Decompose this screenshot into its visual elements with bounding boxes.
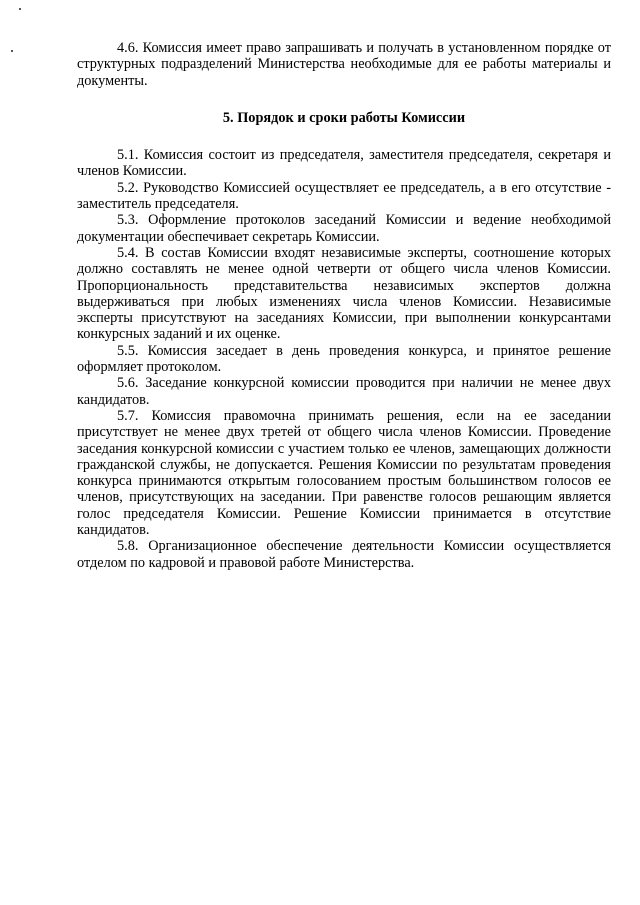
scan-dot-mark: [19, 8, 21, 10]
paragraph-5-2: 5.2. Руководство Комиссией осуществляет ее председатель, а в его отсутствие - заместитель председателя.: [77, 179, 611, 213]
paragraph-5-8: 5.8. Организационное обеспечение деятельности Комиссии осуществляется отделом по кадровой и правовой работе Министерства.: [77, 538, 611, 571]
document-body: [77, 40, 611, 571]
scan-dot-mark: [11, 50, 13, 52]
paragraph-5-5: 5.5. Комиссия заседает в день проведения конкурса, и принятое решение оформляет протоколом.: [77, 342, 611, 376]
paragraph-5-7: 5.7. Комиссия правомочна принимать решения, если на ее заседании присутствует не менее двух третей от общего числа членов Комиссии. Проведение заседания конкурсной комиссии с участием только ее членов, замещающих должности гражданской службы, не допускается. Решения Комиссии по результатам проведения конкурса принимаются открытым голосованием простым большинством голосов ее членов, присутствующих на заседании. При равенстве голосов решающим является голос председателя Комиссии. Решение Комиссии принимается в отсутствие кандидатов.: [77, 407, 611, 539]
paragraph-5-6: 5.6. Заседание конкурсной комиссии проводится при наличии не менее двух кандидатов.: [77, 375, 611, 408]
paragraph-5-3: 5.3. Оформление протоколов заседаний Комиссии и ведение необходимой документации обеспечивает секретарь Комиссии.: [77, 212, 611, 245]
paragraph-5-1: 5.1. Комиссия состоит из председателя, заместителя председателя, секретаря и членов Комиссии.: [77, 147, 611, 180]
paragraph-5-4: 5.4. В состав Комиссии входят независимые эксперты, соотношение которых должно составлять не менее одной четверти от общего числа членов Комиссии. Пропорциональность представительства независимых экспертов должна выдерживаться при любых изменениях числа членов Комиссии. Независимые эксперты присутствуют на заседаниях Комиссии, при выполнении конкурсантами конкурсных заданий и их оценке.: [77, 244, 611, 343]
section-5-heading: 5. Порядок и сроки работы Комиссии: [222, 109, 466, 126]
paragraph-4-6: 4.6. Комиссия имеет право запрашивать и получать в установленном порядке от структурных подразделений Министерства необходимые для ее работы материалы и документы.: [77, 40, 611, 89]
